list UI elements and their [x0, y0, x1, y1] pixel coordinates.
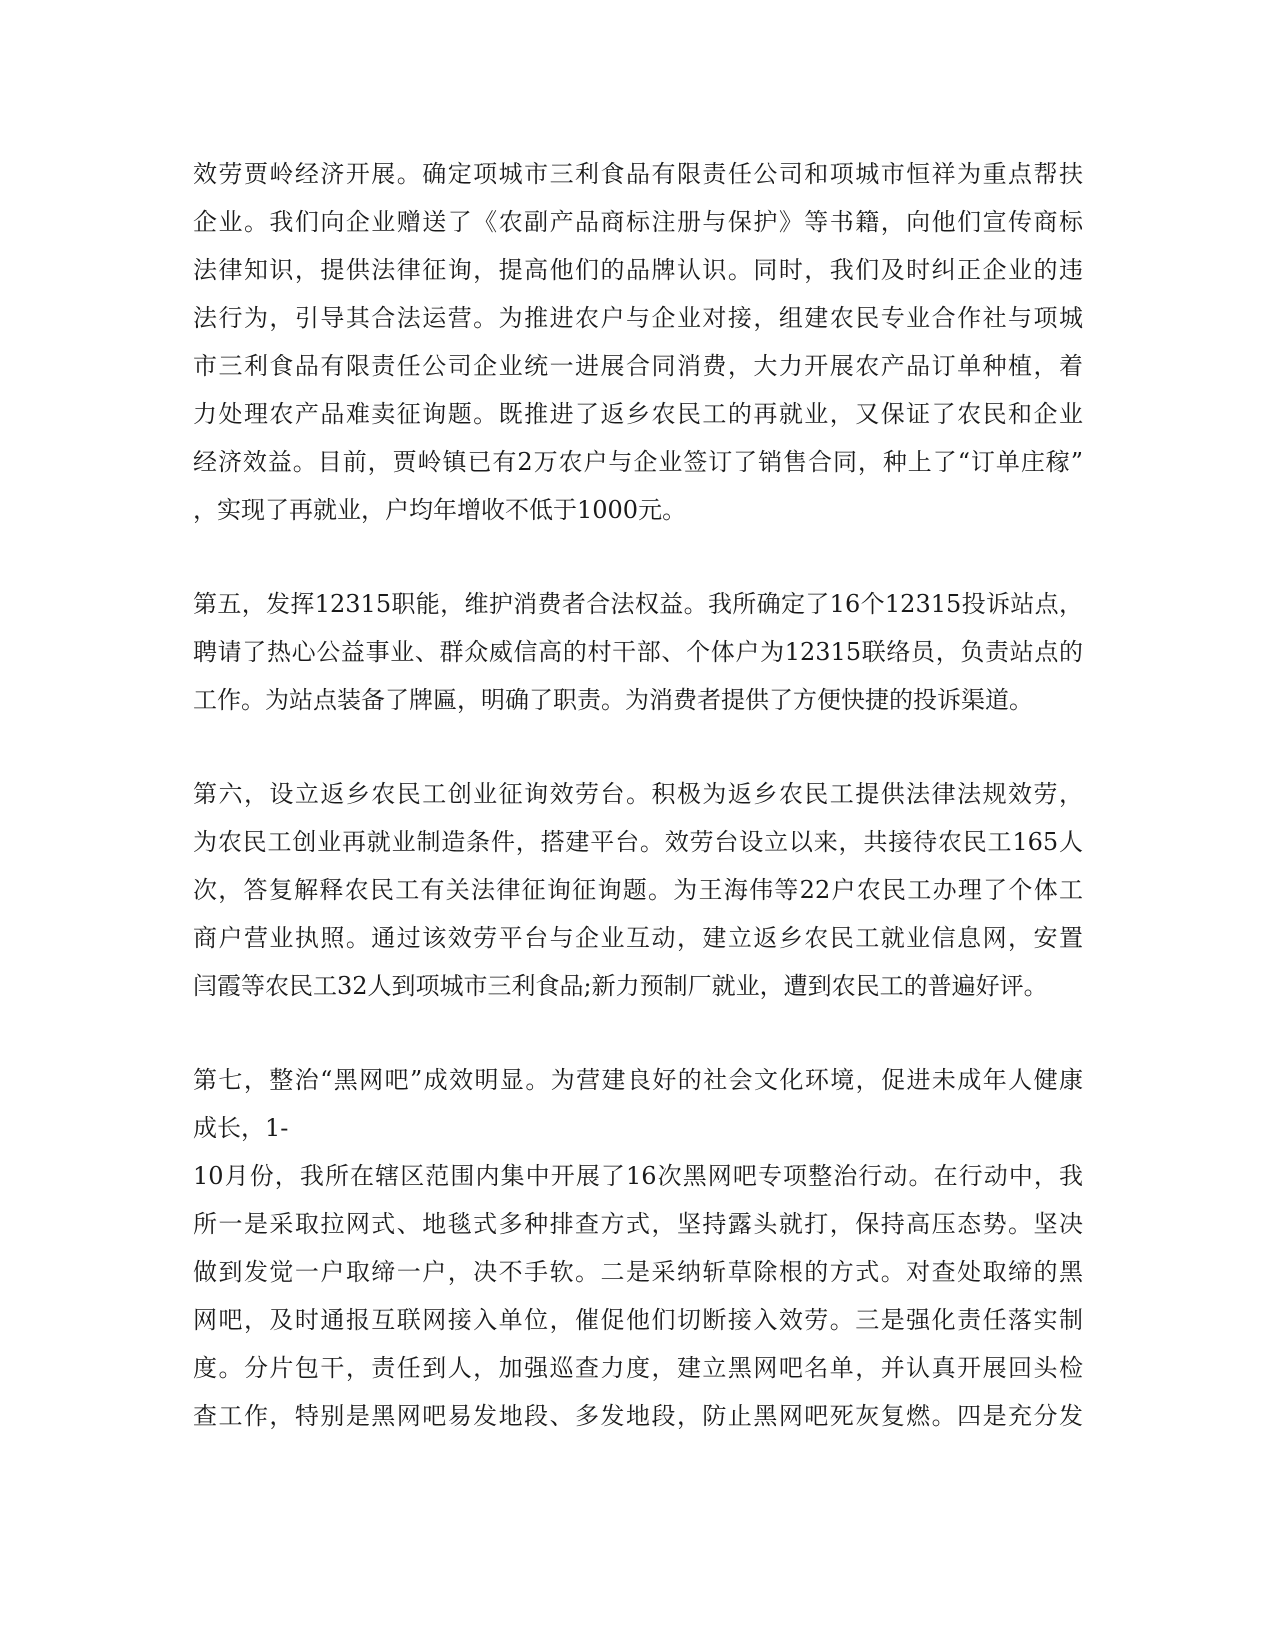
- text-line: 查工作，特别是黑网吧易发地段、多发地段，防止黑网吧死灰复燃。四是充分发: [193, 1402, 1083, 1430]
- paragraph-sixth-service-desk: [193, 770, 1083, 1010]
- text-line: 第六，设立返乡农民工创业征询效劳台。积极为返乡农民工提供法律法规效劳，: [193, 780, 1083, 808]
- text-line: 企业。我们向企业赠送了《农副产品商标注册与保护》等书籍，向他们宣传商标: [193, 208, 1083, 236]
- paragraph-fifth-12315: [193, 580, 1083, 724]
- text-line: ，实现了再就业，户均年增收不低于1000元。: [193, 496, 687, 524]
- text-line: 商户营业执照。通过该效劳平台与企业互动，建立返乡农民工就业信息网，安置: [193, 924, 1083, 952]
- paragraph-seventh-internet-cafe: [193, 1056, 1083, 1440]
- text-line: 经济效益。目前，贾岭镇已有2万农户与企业签订了销售合同，种上了“订单庄稼”: [193, 448, 1083, 476]
- text-line: 力处理农产品难卖征询题。既推进了返乡农民工的再就业，又保证了农民和企业: [193, 400, 1083, 428]
- text-line: 网吧，及时通报互联网接入单位，催促他们切断接入效劳。三是强化责任落实制: [193, 1306, 1083, 1334]
- paragraph-service-jialing: [193, 150, 1083, 534]
- text-line: 第七，整治“黑网吧”成效明显。为营建良好的社会文化环境，促进未成年人健康: [193, 1066, 1083, 1094]
- text-line: 效劳贾岭经济开展。确定项城市三利食品有限责任公司和项城市恒祥为重点帮扶: [193, 160, 1083, 188]
- text-line: 闫霞等农民工32人到项城市三利食品;新力预制厂就业，遭到农民工的普遍好评。: [193, 972, 1048, 1000]
- text-line: 第五，发挥12315职能，维护消费者合法权益。我所确定了16个12315投诉站点，: [193, 590, 1083, 618]
- text-line: 所一是采取拉网式、地毯式多种排查方式，坚持露头就打，保持高压态势。坚决: [193, 1210, 1083, 1238]
- text-line: 做到发觉一户取缔一户，决不手软。二是采纳斩草除根的方式。对查处取缔的黑: [193, 1258, 1083, 1286]
- document-body: [193, 150, 1083, 1486]
- text-line: 市三利食品有限责任公司企业统一进展合同消费，大力开展农产品订单种植，着: [193, 352, 1083, 380]
- text-line: 法律知识，提供法律征询，提高他们的品牌认识。同时，我们及时纠正企业的违: [193, 256, 1083, 284]
- text-line: 次，答复解释农民工有关法律征询征询题。为王海伟等22户农民工办理了个体工: [193, 876, 1083, 904]
- text-line: 工作。为站点装备了牌匾，明确了职责。为消费者提供了方便快捷的投诉渠道。: [193, 686, 1033, 714]
- text-line: 度。分片包干，责任到人，加强巡查力度，建立黑网吧名单，并认真开展回头检: [193, 1354, 1083, 1382]
- text-line: 为农民工创业再就业制造条件，搭建平台。效劳台设立以来，共接待农民工165人: [193, 828, 1083, 856]
- text-line: 10月份，我所在辖区范围内集中开展了16次黑网吧专项整治行动。在行动中，我: [193, 1162, 1083, 1190]
- text-line: 聘请了热心公益事业、群众威信高的村干部、个体户为12315联络员，负责站点的: [193, 638, 1083, 666]
- text-line: 法行为，引导其合法运营。为推进农户与企业对接，组建农民专业合作社与项城: [193, 304, 1083, 332]
- text-line: 成长，1-: [193, 1114, 289, 1142]
